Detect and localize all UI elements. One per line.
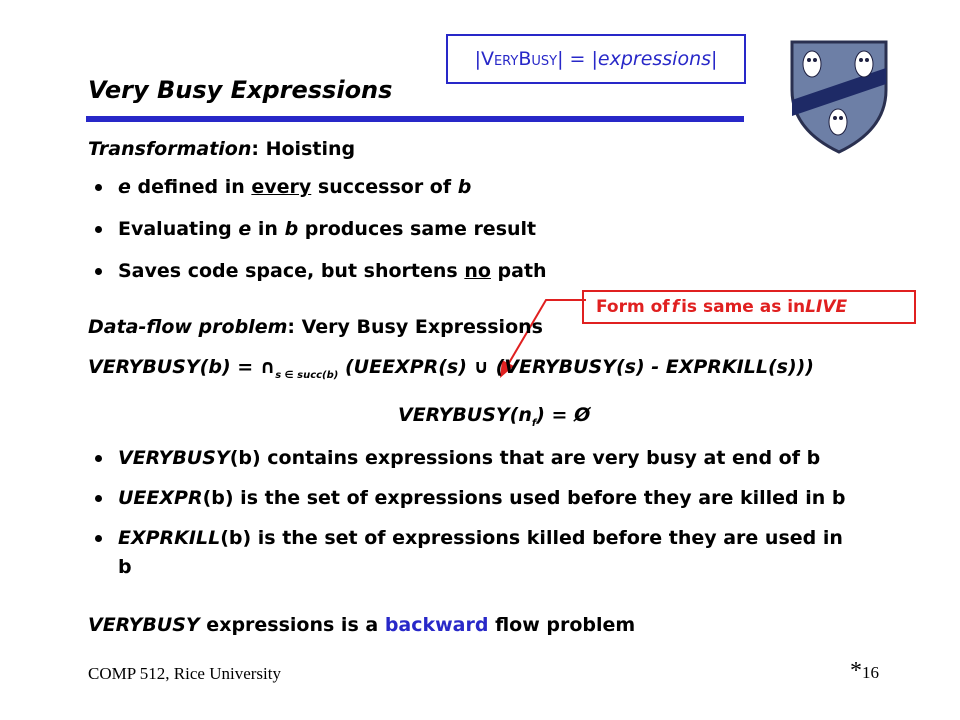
backward-highlight: backward xyxy=(384,614,489,636)
bullet-dot xyxy=(95,495,102,502)
page-number-value: 16 xyxy=(862,663,879,682)
dataflow-value: : Very Busy Expressions xyxy=(287,316,543,338)
bullet-dot xyxy=(95,455,102,462)
dataflow-label: Data-flow problem xyxy=(88,316,288,338)
callout-equals: | = | xyxy=(557,48,598,70)
bullet-item: e defined in every successor of b xyxy=(118,176,472,198)
callout-verybusy: VeryBusy xyxy=(480,48,558,70)
live-callout: Form of f is same as in LIVE xyxy=(582,290,916,324)
conclusion-line: VERYBUSY expressions is a backward flow problem xyxy=(88,614,636,636)
bullet-item: EXPRKILL(b) is the set of expressions killed before they are used in xyxy=(118,527,843,549)
rice-owl-shield-icon xyxy=(788,38,890,154)
transformation-label: Transformation xyxy=(88,138,252,160)
transformation-line xyxy=(88,138,355,160)
bullet-dot xyxy=(95,184,102,191)
callout-bar-right: | xyxy=(711,48,718,70)
callout-bar-left: | xyxy=(474,48,481,70)
verybusy-equation: VERYBUSY(b) = $\cap_{s \in succ(b)}$ (UEEXPR(s) ∪ (VERYBUSY(s) - EXPRKILL(s))) xyxy=(88,356,814,381)
slide-title: Very Busy Expressions xyxy=(88,76,393,104)
bullet-item: VERYBUSY(b) contains expressions that are very busy at end of b xyxy=(118,447,821,469)
footer-course: COMP 512, Rice University xyxy=(88,664,281,683)
bullet-item: Evaluating e in b produces same result xyxy=(118,218,537,240)
bullet-dot xyxy=(95,268,102,275)
bullet-dot xyxy=(95,535,102,542)
star-marker: * xyxy=(850,658,862,684)
callout-expressions: expressions xyxy=(597,48,712,70)
bullet-dot xyxy=(95,226,102,233)
bullet-continuation: b xyxy=(118,556,132,578)
bullet-item: UEEXPR(b) is the set of expressions used before they are killed in b xyxy=(118,487,846,509)
transformation-value: : Hoisting xyxy=(251,138,356,160)
dataflow-line xyxy=(88,316,543,338)
title-rule xyxy=(86,116,744,122)
verybusy-callout xyxy=(446,34,746,84)
page-number xyxy=(850,658,879,685)
bullet-item: Saves code space, but shortens no path xyxy=(118,260,547,282)
verybusy-boundary: $VERYBUSY(n_f)$ = Ø xyxy=(398,404,591,429)
